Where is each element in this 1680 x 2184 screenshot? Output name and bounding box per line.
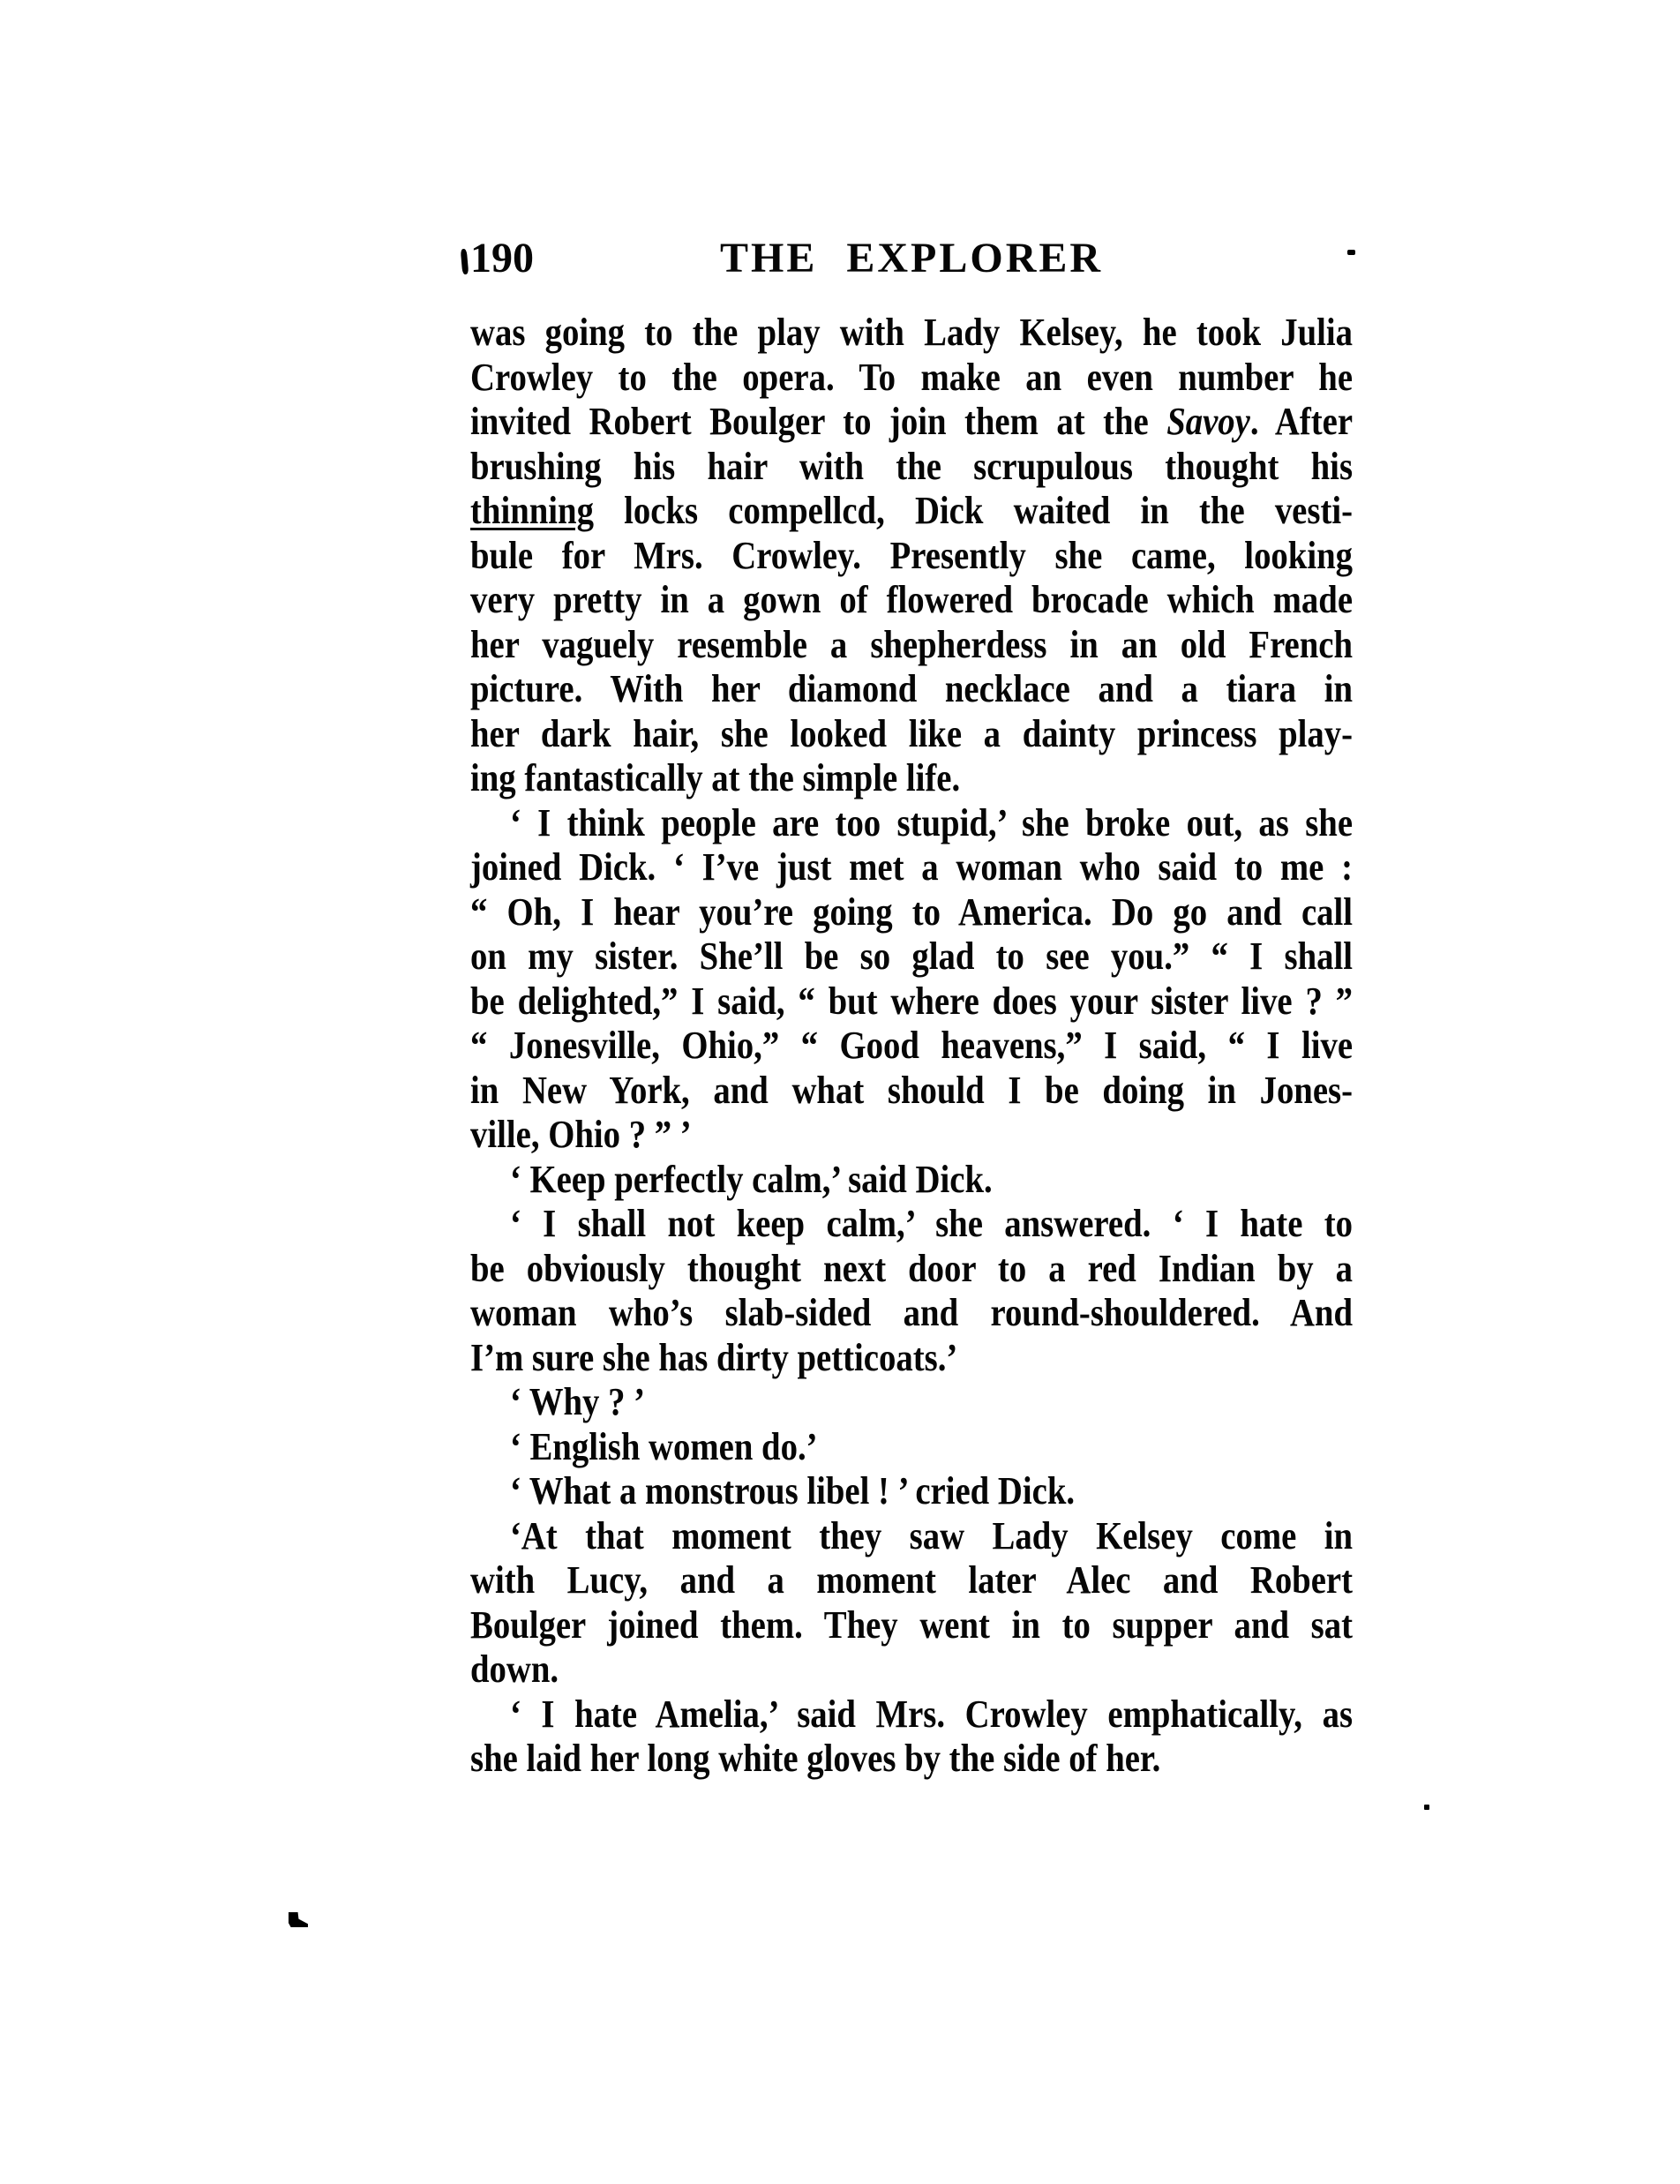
italic-word: Savoy xyxy=(1166,400,1250,443)
text-line: on my sister. She’ll be so glad to see you.” “ I shall xyxy=(470,934,1354,978)
text-line: in New York, and what should I be doing in Jones- xyxy=(470,1068,1354,1112)
text-line: “ Oh, I hear you’re going to America. Do go and call xyxy=(470,889,1354,934)
text-line: her vaguely resemble a shepherdess in an old French xyxy=(470,622,1354,666)
text-line: picture. With her diamond necklace and a tiara in xyxy=(470,667,1354,710)
text-line: Crowley to the opera. To make an even number he xyxy=(470,355,1354,399)
text-line: be obviously thought next door to a red Indian by a xyxy=(470,1246,1354,1290)
text-line: bule for Mrs. Crowley. Presently she came, looking xyxy=(470,533,1354,577)
book-title: THE EXPLORER xyxy=(719,235,1104,281)
text-line: down. xyxy=(470,1647,559,1691)
paragraph xyxy=(470,311,1353,801)
text-line: ‘ I think people are too stupid,’ she broke out, as she xyxy=(509,800,1354,844)
text-line: ville, Ohio ? ” ’ xyxy=(470,1113,692,1156)
paragraph xyxy=(470,1692,1353,1782)
paragraph xyxy=(470,1158,1353,1203)
paragraph xyxy=(470,1469,1353,1514)
text-line: ‘ English women do.’ xyxy=(509,1424,818,1468)
paragraph xyxy=(470,1380,1353,1425)
text-line xyxy=(470,400,1353,445)
ink-speck-icon xyxy=(1347,250,1355,255)
ink-speck-icon xyxy=(1424,1805,1429,1810)
text-segment: . After xyxy=(1249,400,1354,443)
text-line: I’m sure she has dirty petticoats.’ xyxy=(470,1335,958,1379)
text-line: ‘ Why ? ’ xyxy=(509,1380,646,1423)
paragraph xyxy=(470,1425,1353,1470)
text-line: ing fantastically at the simple life. xyxy=(470,756,961,799)
page-text xyxy=(470,311,1353,1782)
text-line: Boulger joined them. They went in to supper and sat xyxy=(470,1602,1354,1647)
text-line: ‘ What a monstrous libel ! ’ cried Dick. xyxy=(509,1469,1076,1512)
text-line: “ Jonesville, Ohio,” “ Good heavens,” I said, “ I live xyxy=(470,1024,1354,1067)
text-line: she laid her long white gloves by the side of her. xyxy=(470,1737,1161,1780)
text-line: her dark hair, she looked like a dainty princess play- xyxy=(470,711,1354,755)
text-line: joined Dick. ‘ I’ve just met a woman who said to me : xyxy=(470,845,1354,889)
text-line: with Lucy, and a moment later Alec and Robert xyxy=(470,1558,1354,1602)
paragraph xyxy=(470,1202,1353,1380)
text-line: ‘ I hate Amelia,’ said Mrs. Crowley emphatically, as xyxy=(509,1692,1354,1736)
text-segment: locks compellcd, Dick waited in the vesti- xyxy=(593,489,1354,532)
paragraph xyxy=(470,1514,1353,1692)
text-line: ‘ Keep perfectly calm,’ said Dick. xyxy=(509,1157,993,1201)
page-number: 190 xyxy=(470,235,534,281)
text-line: woman who’s slab-sided and round-shouldered. And xyxy=(470,1291,1354,1334)
paragraph xyxy=(470,801,1353,1158)
text-line: brushing his hair with the scrupulous thought his xyxy=(470,444,1354,488)
underlined-word: thinning xyxy=(470,489,594,532)
text-line: be delighted,” I said, “ but where does your sister live ? ” xyxy=(470,979,1354,1023)
ink-blot-icon xyxy=(289,1912,308,1927)
text-line: very pretty in a gown of flowered brocade which made xyxy=(470,578,1354,621)
text-line xyxy=(470,489,1353,534)
text-line: ‘At that moment they saw Lady Kelsey come in xyxy=(509,1513,1354,1557)
ink-stray-mark xyxy=(461,249,469,274)
text-line: ‘ I shall not keep calm,’ she answered. ‘ I hate to xyxy=(509,1202,1354,1245)
text-line: was going to the play with Lady Kelsey, he took Julia xyxy=(470,311,1354,354)
text-segment: invited Robert Boulger to join them at the xyxy=(470,400,1167,443)
running-header xyxy=(470,236,1353,282)
